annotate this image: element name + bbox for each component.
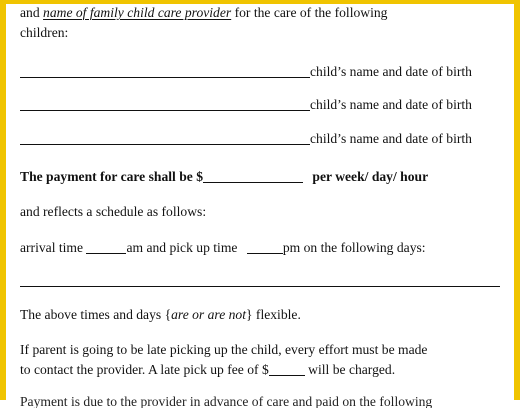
child-label-2: child’s name and date of birth bbox=[310, 97, 472, 112]
arrival-suffix: pm on the following days: bbox=[282, 240, 426, 255]
child-row-1 bbox=[20, 61, 472, 81]
payment-prefix: The payment for care shall be $ bbox=[20, 169, 204, 184]
children-label: children: bbox=[20, 25, 69, 40]
line-1 bbox=[20, 4, 387, 22]
arrival-time-blank bbox=[86, 239, 126, 254]
child-label-1: child’s name and date of birth bbox=[310, 64, 472, 79]
schedule-intro: and reflects a schedule as follows: bbox=[20, 204, 207, 219]
line-2 bbox=[20, 24, 68, 42]
child-name-blank-3 bbox=[20, 130, 310, 145]
arrival-line bbox=[20, 237, 426, 257]
arrival-mid: am and pick up time bbox=[126, 240, 238, 255]
cut-off-text: Payment is due to the provider in advance of care and paid on the following bbox=[20, 394, 433, 408]
schedule-intro-line bbox=[20, 203, 206, 221]
late-line-1 bbox=[20, 341, 427, 359]
child-label-3: child’s name and date of birth bbox=[310, 131, 472, 146]
flex-italic: are or are not bbox=[171, 307, 246, 322]
line1-suffix: for the care of the following bbox=[234, 5, 388, 20]
late-line-2 bbox=[20, 359, 395, 379]
child-name-blank-1 bbox=[20, 63, 310, 78]
payment-amount-blank bbox=[203, 168, 303, 183]
payment-line bbox=[20, 166, 428, 186]
late-fee-blank bbox=[269, 361, 305, 376]
child-name-blank-2 bbox=[20, 96, 310, 111]
child-row-2 bbox=[20, 94, 472, 114]
provider-name-field: name of family child care provider bbox=[43, 5, 232, 20]
late-line-1-text: If parent is going to be late picking up the child, every effort must be made bbox=[20, 342, 428, 357]
flex-line bbox=[20, 306, 301, 324]
flex-suffix: } flexible. bbox=[246, 307, 301, 322]
cut-off-line bbox=[20, 388, 500, 408]
flex-prefix: The above times and days { bbox=[20, 307, 172, 322]
line1-prefix: and bbox=[20, 5, 40, 20]
late-line2-prefix: to contact the provider. A late pick up fee of $ bbox=[20, 362, 269, 377]
arrival-prefix: arrival time bbox=[20, 240, 84, 255]
pickup-time-blank bbox=[247, 239, 283, 254]
late-line2-suffix: will be charged. bbox=[308, 362, 396, 377]
payment-suffix: per week/ day/ hour bbox=[312, 169, 429, 184]
section-separator bbox=[20, 286, 500, 287]
child-row-3 bbox=[20, 128, 472, 148]
